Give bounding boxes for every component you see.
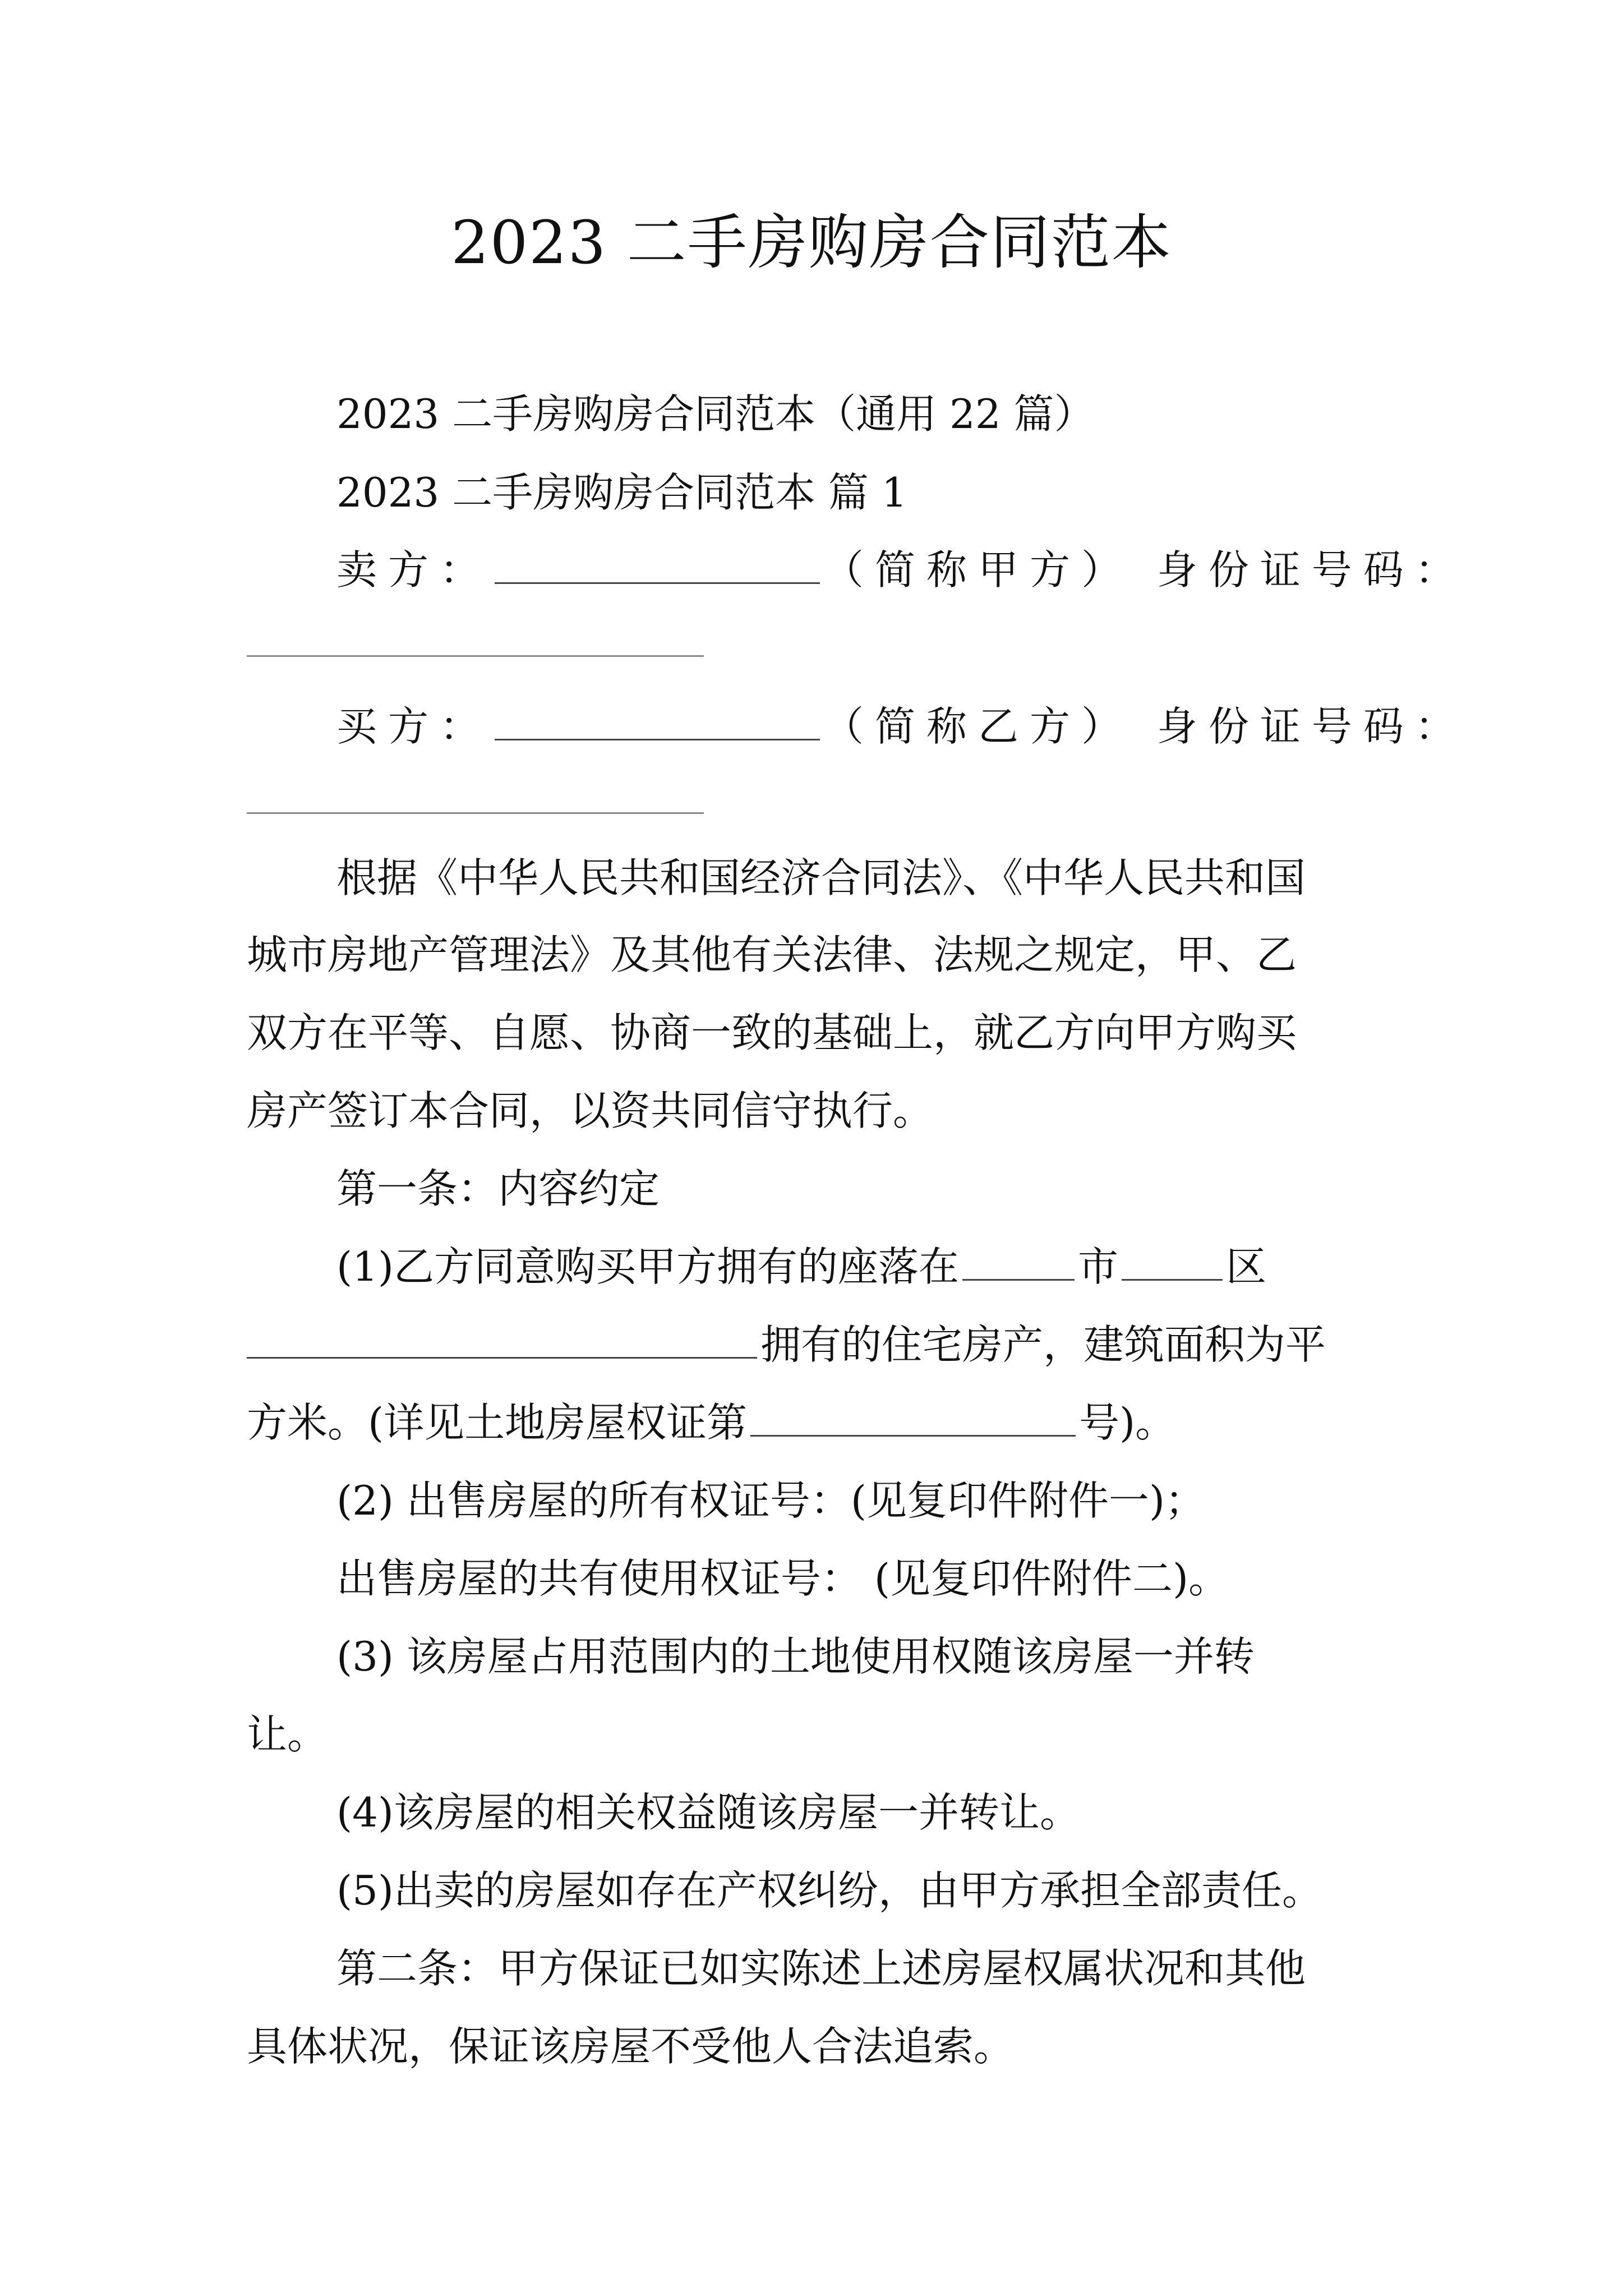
article1-item3-line2: 让。 <box>247 1711 328 1758</box>
article1-item1-line3 <box>247 1395 1391 1451</box>
article1-heading: 第一条：内容约定 <box>336 1165 660 1212</box>
seller-id-blank <box>247 655 704 657</box>
seller-name-blank <box>495 549 820 584</box>
article1-item5: (5)出卖的房屋如存在产权纠纷，由甲方承担全部责任。 <box>336 1867 1322 1914</box>
seller-abbr: （简称甲方） <box>823 546 1133 593</box>
seller-label: 卖方： <box>336 546 492 593</box>
item1-area-text: 拥有的住宅房产，建筑面积为平 <box>760 1321 1326 1368</box>
cert-number-blank <box>750 1401 1076 1437</box>
buyer-abbr: （简称乙方） <box>823 703 1133 750</box>
preamble-line: 双方在平等、自愿、协商一致的基础上，就乙方向甲方购买 <box>247 1009 1297 1056</box>
document-title: 2023 二手房购房合同范本 <box>451 208 1172 277</box>
document-subtitle: 2023 二手房购房合同范本（通用 22 篇） <box>336 390 1095 438</box>
seller-line <box>336 542 1467 598</box>
section-heading: 2023 二手房购房合同范本 篇 1 <box>336 469 907 516</box>
article1-item4: (4)该房屋的相关权益随该房屋一并转让。 <box>336 1789 1080 1836</box>
city-blank <box>962 1245 1075 1281</box>
article1-item3-line1: (3) 该房屋占用范围内的土地使用权随该房屋一并转 <box>336 1633 1255 1680</box>
buyer-id-blank <box>247 812 704 814</box>
buyer-line <box>336 698 1467 754</box>
preamble-line: 房产签订本合同，以资共同信守执行。 <box>247 1087 934 1134</box>
buyer-name-blank <box>495 705 820 740</box>
article1-item2b: 出售房屋的共有使用权证号： (见复印件附件二)。 <box>336 1555 1229 1602</box>
buyer-id-label: 身份证号码： <box>1156 703 1467 750</box>
article1-item2: (2) 出售房屋的所有权证号：(见复印件附件一)； <box>336 1477 1206 1524</box>
address-blank <box>247 1323 757 1359</box>
seller-id-label: 身份证号码： <box>1156 546 1467 593</box>
district-label: 区 <box>1226 1243 1267 1290</box>
article1-item1-line1 <box>336 1239 1391 1295</box>
article1-item1-line2 <box>247 1317 1391 1373</box>
district-blank <box>1122 1245 1223 1281</box>
preamble-line: 根据《中华人民共和国经济合同法》、《中华人民共和国 <box>336 854 1306 901</box>
article2-line2: 具体状况，保证该房屋不受他人合法追索。 <box>247 2023 1015 2070</box>
city-label: 市 <box>1078 1243 1119 1290</box>
item1-text: (1)乙方同意购买甲方拥有的座落在 <box>336 1243 959 1290</box>
article2-line1: 第二条：甲方保证已如实陈述上述房屋权属状况和其他 <box>336 1945 1306 1992</box>
buyer-label: 买方： <box>336 703 492 750</box>
preamble-line: 城市房地产管理法》及其他有关法律、法规之规定，甲、乙 <box>247 931 1297 978</box>
item1-cert-text: 方米。(详见土地房屋权证第 <box>247 1399 748 1446</box>
item1-cert-end: 号)。 <box>1079 1399 1176 1446</box>
